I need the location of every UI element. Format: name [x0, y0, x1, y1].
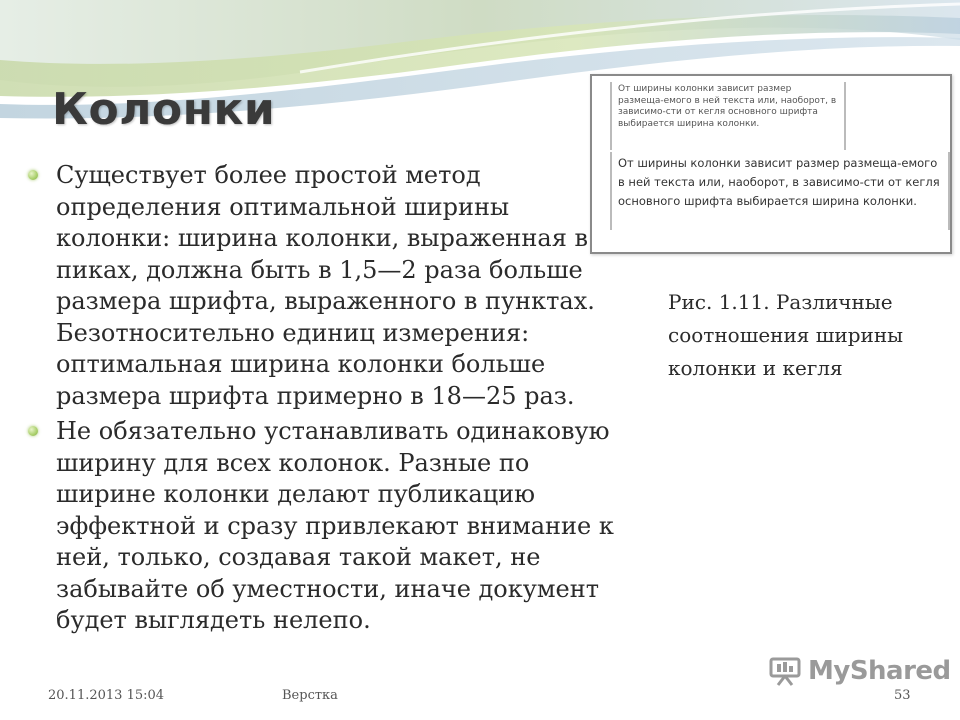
- footer-page-number: 53: [894, 688, 911, 703]
- bullet-list: [26, 160, 626, 641]
- bullet-item: [26, 416, 626, 637]
- figure-wide-column: От ширины колонки зависит размер размеща-емого в ней текста или, наоборот, в зависимо-сти от кегля основного шрифта выбирается ширина колонки.: [610, 152, 950, 230]
- green-dot-icon: [28, 170, 38, 180]
- figure-narrow-column: От ширины колонки зависит размер размеща-емого в ней текста или, наоборот, в зависимо-сти от кегля основного шрифта выбирается ширина колонки.: [610, 82, 846, 150]
- bullet-item: [26, 160, 626, 412]
- figure-image: [590, 74, 952, 254]
- slide-title: Колонки: [52, 84, 276, 135]
- green-dot-icon: [28, 426, 38, 436]
- myshared-logo[interactable]: [768, 654, 951, 688]
- presentation-board-icon: [768, 656, 802, 686]
- bullet-text: Существует более простой метод определения оптимальной ширины колонки: ширина колонки, выраженная в пиках, должна быть в 1,5—2 раза больше размера шрифта, выраженного в пунктах. Безотносительно единиц измерения: оптимальная ширина колонки больше размера шрифта примерно в 18—25 раз.: [56, 161, 595, 410]
- footer-date: 20.11.2013 15:04: [48, 688, 165, 703]
- logo-text: MyShared: [808, 656, 951, 686]
- footer-topic: Верстка: [282, 688, 338, 703]
- figure-caption: Рис. 1.11. Различные соотношения ширины колонки и кегля: [668, 290, 904, 380]
- bullet-text: Не обязательно устанавливать одинаковую ширину для всех колонок. Разные по ширине колонки делают публикацию эффектной и сразу привлекают внимание к ней, только, создавая такой макет, не забывайте об уместности, иначе документ будет выглядеть нелепо.: [56, 417, 614, 634]
